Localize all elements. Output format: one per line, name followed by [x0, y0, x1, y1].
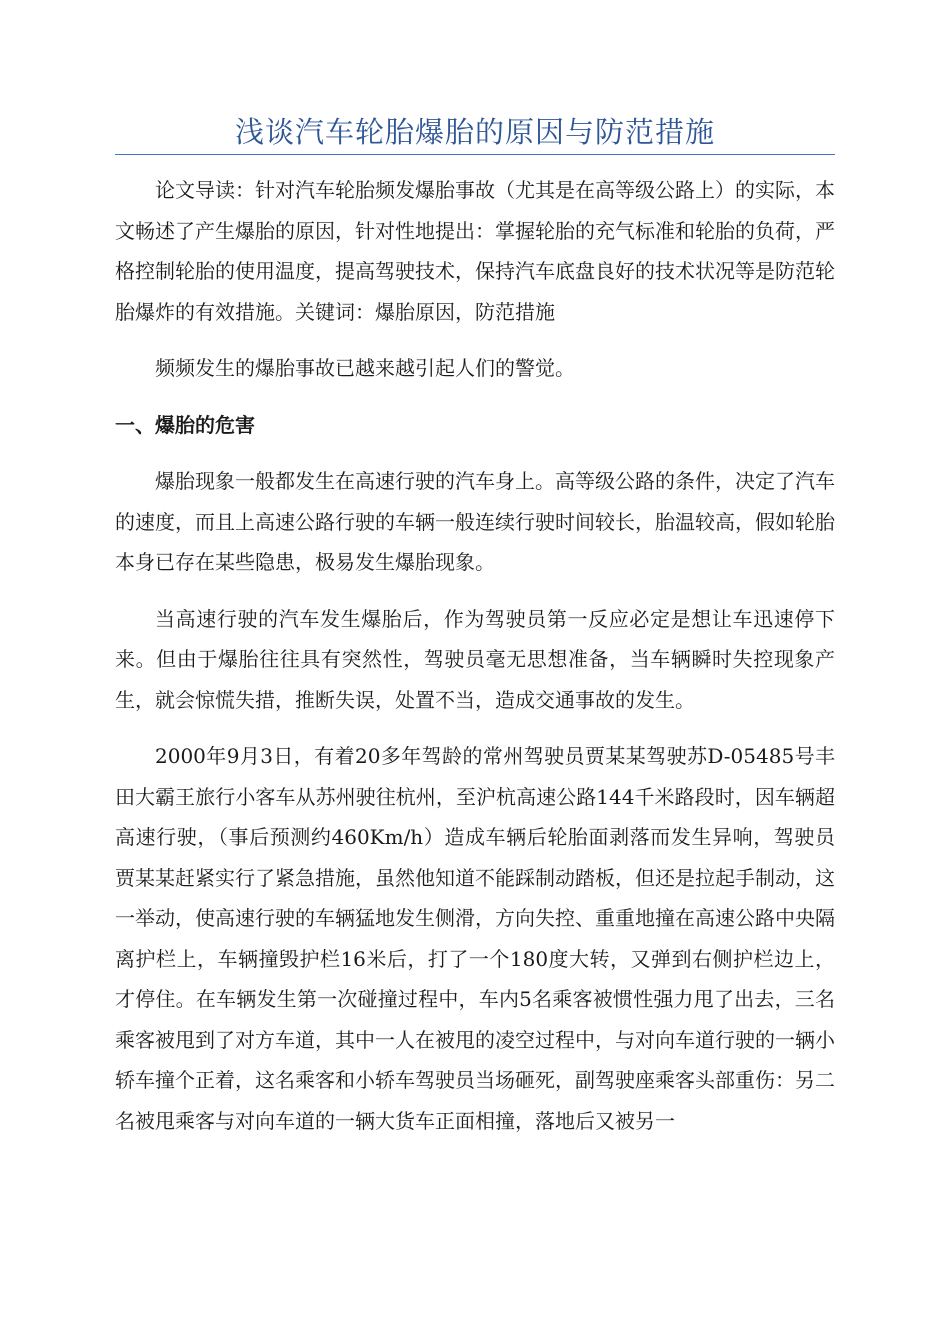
- body-paragraph-2: 当高速行驶的汽车发生爆胎后，作为驾驶员第一反应必定是想让车迅速停下来。但由于爆胎往往具有突然性，驾驶员毫无思想准备，当车辆瞬时失控现象产生，就会惊慌失措，推断失误，处置不当，造成交通事故的发生。: [115, 606, 835, 712]
- title-underline: [115, 154, 835, 155]
- body-paragraph-3: 2000年9月3日，有着20多年驾龄的常州驾驶员贾某某驾驶苏D-05485号丰田大霸王旅行小客车从苏州驶往杭州，至沪杭高速公路144千米路段时，因车辆超高速行驶，（事后预测约460Km/h）造成车辆后轮胎面剥落而发生异响，驾驶员贾某某赶紧实行了紧急措施，虽然他知道不能踩制动踏板，但还是拉起手制动，这一举动，使高速行驶的车辆猛地发生侧滑，方向失控、重重地撞在高速公路中央隔离护栏上，车辆撞毁护栏16米后，打了一个180度大转，又弹到右侧护栏边上，才停住。在车辆发生第一次碰撞过程中，车内5名乘客被惯性强力甩了出去，三名乘客被甩到了对方车道，其中一人在被甩的凌空过程中，与对向车道行驶的一辆小轿车撞个正着，这名乘客和小轿车驾驶员当场砸死，副驾驶座乘客头部重伤：另二名被甩乘客与对向车道的一辆大货车正面相撞，落地后又被另一: [115, 744, 835, 1133]
- section-heading: 一、爆胎的危害: [115, 412, 255, 437]
- abstract-paragraph: 论文导读：针对汽车轮胎频发爆胎事故（尤其是在高等级公路上）的实际，本文畅述了产生爆胎的原因，针对性地提出：掌握轮胎的充气标准和轮胎的负荷，严格控制轮胎的使用温度，提高驾驶技术，保持汽车底盘良好的技术状况等是防范轮胎爆炸的有效措施。关键词：爆胎原因，防范措施: [115, 178, 835, 324]
- document-title: 浅谈汽车轮胎爆胎的原因与防范措施: [234, 115, 715, 149]
- intro-paragraph: 频频发生的爆胎事故已越来越引起人们的警觉。: [155, 356, 575, 380]
- body-paragraph-1: 爆胎现象一般都发生在高速行驶的汽车身上。高等级公路的条件，决定了汽车的速度，而且上高速公路行驶的车辆一般连续行驶时间较长，胎温较高，假如轮胎本身已存在某些隐患，极易发生爆胎现象。: [115, 469, 835, 574]
- document-body: [115, 170, 835, 1157]
